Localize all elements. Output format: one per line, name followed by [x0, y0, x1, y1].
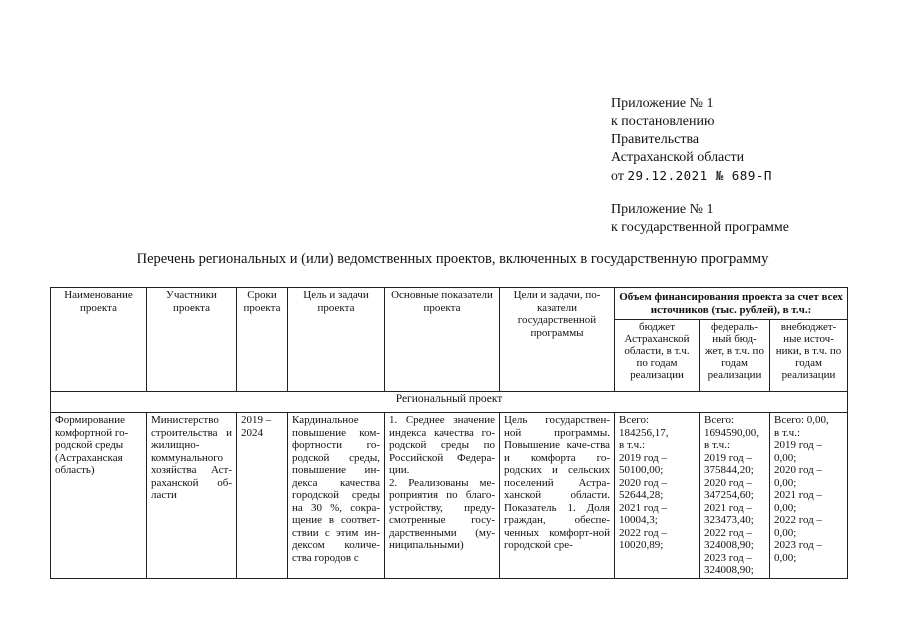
header-terms: Сроки проекта: [237, 288, 288, 392]
appendix-1-block: [611, 95, 772, 186]
appendix-1-line-2: к постановлению: [611, 114, 715, 129]
cell-goals: Кардинальное повышение ком-фортности го-родской среды, повышение ин-декса качества городской среды на 30 %, сокра-щение в соответ-ствии с этим ин-дексом количе-ства городов с: [288, 413, 385, 579]
date-number-stamp: 29.12.2021 № 689-П: [627, 168, 772, 183]
table-row: [51, 413, 848, 579]
appendix-1-line-3: Правительства: [611, 132, 700, 147]
table-header-row: [51, 288, 848, 320]
appendix-2-block: [611, 201, 789, 237]
appendix-2-line-1: Приложение № 1: [611, 202, 714, 217]
from-label: от: [611, 169, 624, 184]
cell-fin-extra: Всего: 0,00, в т.ч.: 2019 год – 0,00; 2020 год – 0,00; 2021 год – 0,00; 2022 год – 0,00; 2023 год – 0,00;: [770, 413, 848, 579]
cell-fin-federal: Всего: 1694590,00, в т.ч.: 2019 год – 375844,20; 2020 год – 347254,60; 2021 год – 323473,40; 2022 год – 324008,90; 2023 год – 324008,90;: [700, 413, 770, 579]
header-fin-federal: федераль-ный бюд-жет, в т.ч. по годам реализации: [700, 320, 770, 392]
appendix-1-line-4: Астраханской области: [611, 150, 745, 165]
section-row: [51, 392, 848, 413]
appendix-2-line-2: к государственной программе: [611, 220, 789, 235]
cell-indicators: 1. Среднее значение индекса качества го-родской среды по Российской Федера-ции. 2. Реализованы ме-роприятия по благо-устройству, преду-смотренные госу-дарственными (му-ниципальными): [385, 413, 500, 579]
header-name: Наименование проекта: [51, 288, 147, 392]
header-fin-extra: внебюджет-ные источ-ники, в т.ч. по годам реализации: [770, 320, 848, 392]
document-title: Перечень региональных и (или) ведомственных проектов, включенных в государственную программу: [136, 251, 769, 267]
cell-program-goals: Цель государствен-ной программы. Повышение каче-ства и комфорта го-родских и сельских поселений Астра-ханской области. Показатель 1. Доля граждан, обеспе-ченных комфорт-ной городской сре-: [500, 413, 615, 579]
cell-participants: Министерство строительства и жилищно-коммунального хозяйства Аст-раханской об-ласти: [147, 413, 237, 579]
cell-name: Формирование комфортной го-родской среды (Астраханская область): [51, 413, 147, 579]
header-indicators: Основные показатели проекта: [385, 288, 500, 392]
header-financing: Объем финансирования проекта за счет всех источников (тыс. рублей), в т.ч.:: [615, 288, 848, 320]
cell-fin-regional: Всего: 184256,17, в т.ч.: 2019 год – 50100,00; 2020 год – 52644,28; 2021 год – 10004,3; 2022 год – 10020,89;: [615, 413, 700, 579]
header-goals: Цель и задачи проекта: [288, 288, 385, 392]
header-fin-regional: бюджет Астраханской области, в т.ч. по годам реализации: [615, 320, 700, 392]
projects-table: [50, 287, 848, 579]
section-title: Региональный проект: [51, 392, 848, 413]
header-program-goals: Цели и задачи, по-казатели государственной программы: [500, 288, 615, 392]
appendix-1-line-1: Приложение № 1: [611, 96, 714, 111]
appendix-1-date-line: [611, 167, 772, 186]
cell-terms: 2019 – 2024: [237, 413, 288, 579]
header-participants: Участники проекта: [147, 288, 237, 392]
